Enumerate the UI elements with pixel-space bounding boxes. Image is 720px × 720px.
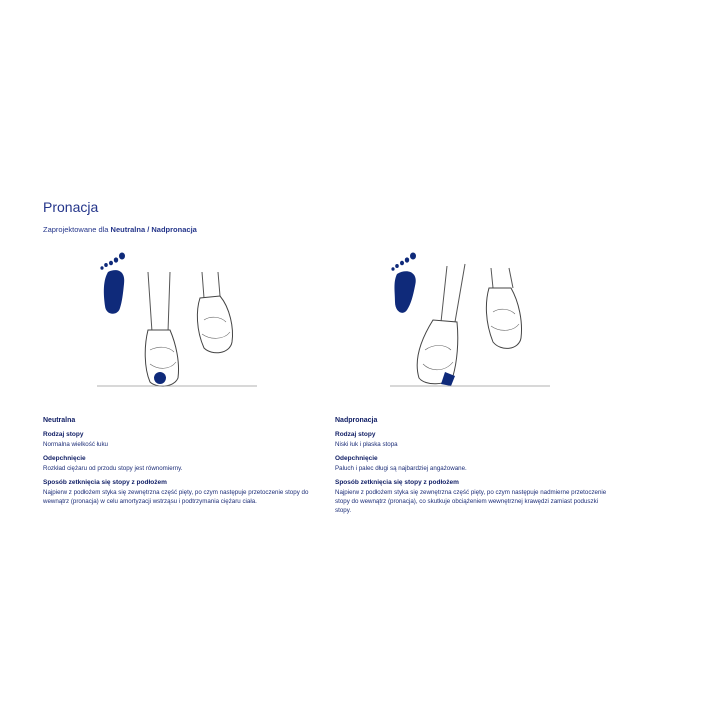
section-heading: Neutralna — [43, 417, 76, 424]
section-neutral — [43, 416, 318, 506]
section-overpronation — [335, 416, 610, 515]
page-subtitle — [43, 225, 197, 234]
item-text: Najpierw z podłożem styka się zewnętrzna część pięty, po czym następuje nadmierne przetoczenie stopy do wewnątrz (pronacja), co skutkuje obciążeniem wewnętrznej krawędzi zamiast poduszki stopy. — [335, 489, 607, 514]
item-text: Paluch i palec długi są najbardziej angażowane. — [335, 465, 467, 472]
item-text: Normalna wielkość łuku — [43, 441, 108, 448]
item-label: Odepchnięcie — [335, 455, 378, 462]
item-label: Rodzaj stopy — [335, 431, 376, 438]
neutral-pronation-illustration — [92, 250, 262, 390]
footprint-icon — [391, 253, 416, 313]
page-title: Pronacja — [43, 199, 99, 215]
item-label: Sposób zetknięcia się stopy z podłożem — [43, 479, 167, 486]
item-label: Sposób zetknięcia się stopy z podłożem — [335, 479, 459, 486]
item-text: Niski łuk i płaska stopa — [335, 441, 398, 448]
item-label: Odepchnięcie — [43, 455, 86, 462]
section-heading: Nadpronacja — [335, 417, 378, 424]
subtitle-prefix: Zaprojektowane dla — [43, 225, 111, 234]
item-label: Rodzaj stopy — [43, 431, 84, 438]
subtitle-bold: Neutralna / Nadpronacja — [110, 225, 197, 234]
item-text: Rozkład ciężaru od przodu stopy jest równomierny. — [43, 465, 183, 472]
overpronation-illustration — [385, 250, 555, 390]
footprint-icon — [100, 253, 125, 314]
item-text: Najpierw z podłożem styka się zewnętrzna część pięty, po czym następuje przetoczenie stopy do wewnątrz (pronacja) w celu amortyzacji wstrząsu i podtrzymania ciężaru ciała. — [43, 489, 309, 505]
